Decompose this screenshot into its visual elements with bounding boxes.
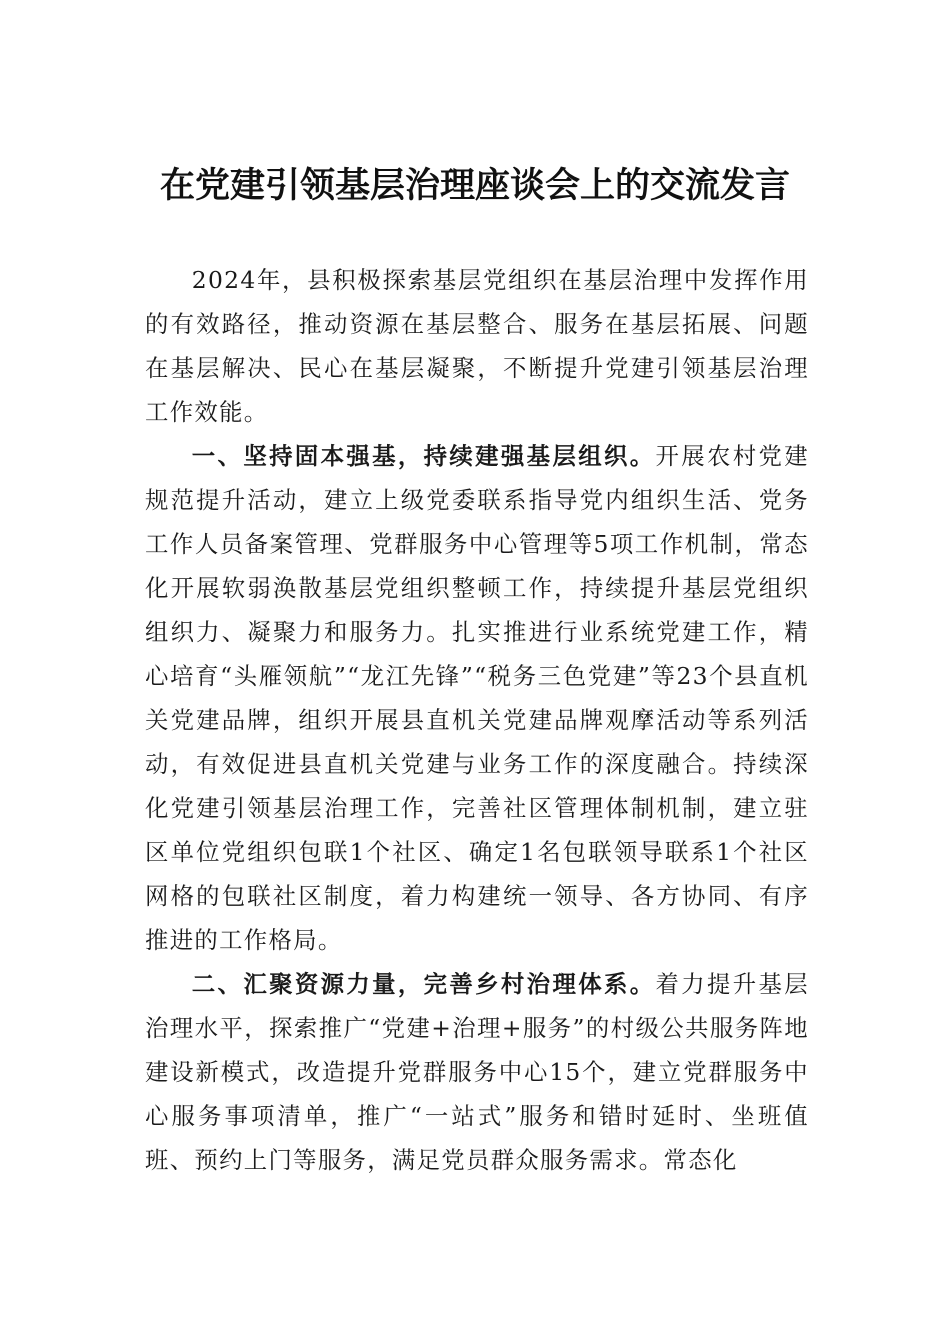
- section-heading: 一、坚持固本强基，持续建强基层组织。: [191, 442, 656, 470]
- section-heading: 二、汇聚资源力量，完善乡村治理体系。: [191, 970, 656, 998]
- paragraph-intro: [145, 258, 809, 434]
- paragraph-section-2: [145, 962, 809, 1182]
- paragraph-text: 开展农村党建规范提升活动，建立上级党委联系指导党内组织生活、党务工作人员备案管理、党群服务中心管理等5项工作机制，常态化开展软弱涣散基层党组织整顿工作，持续提升基层党组织组织力、凝聚力和服务力。扎实推进行业系统党建工作，精心培育“头雁领航”“龙江先锋”“税务三色党建”等23个县直机关党建品牌，组织开展县直机关党建品牌观摩活动等系列活动，有效促进县直机关党建与业务工作的深度融合。持续深化党建引领基层治理工作，完善社区管理体制机制，建立驻区单位党组织包联1个社区、确定1名包联领导联系1个社区网格的包联社区制度，着力构建统一领导、各方协同、有序推进的工作格局。: [145, 442, 809, 954]
- paragraph-text: 着力提升基层治理水平，探索推广“党建+治理+服务”的村级公共服务阵地建设新模式，改造提升党群服务中心15个，建立党群服务中心服务事项清单，推广“一站式”服务和错时延时、坐班值班、预约上门等服务，满足党员群众服务需求。常态化: [145, 970, 809, 1174]
- document-title: 在党建引领基层治理座谈会上的交流发言: [159, 165, 790, 206]
- paragraph-section-1: [145, 434, 809, 962]
- paragraph-text: 2024年，县积极探索基层党组织在基层治理中发挥作用的有效路径，推动资源在基层整合、服务在基层拓展、问题在基层解决、民心在基层凝聚，不断提升党建引领基层治理工作效能。: [145, 266, 809, 426]
- document-body: [145, 258, 809, 1182]
